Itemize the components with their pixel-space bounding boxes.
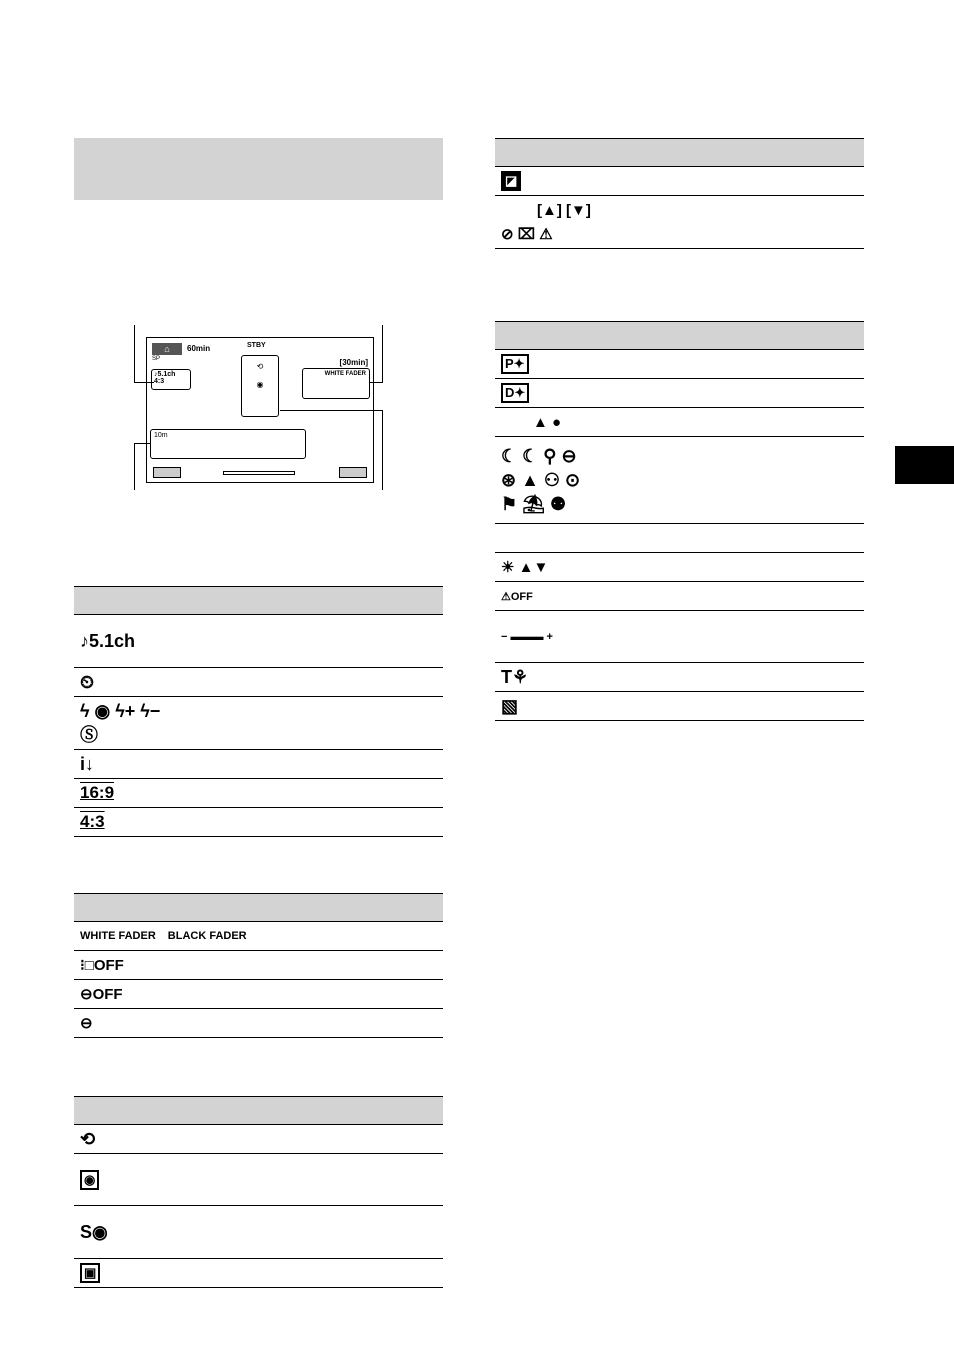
nightshot-icon: ⊖ [80,1015,93,1032]
home-button[interactable]: ⌂ [152,343,182,355]
bottom-indicators [150,429,306,459]
exposure-slider[interactable] [223,471,295,475]
program-ae-d-icon: D✦ [501,383,529,403]
super-spot-icon: S◉ [80,1222,108,1242]
table-row [495,582,864,611]
tele-macro-icon: T⚘ [501,667,529,687]
table-row [74,980,443,1009]
top-left-indicators [151,369,191,390]
center-indicators: ⟲ ◉ [241,355,279,417]
light-off-icon: ⁝□OFF [80,957,124,974]
spot-meter-icon: ◉ [80,1170,99,1190]
nightshot-off-icon: ⊖OFF [80,986,123,1003]
table-row [74,922,443,951]
self-timer-icon: ⏲ [80,672,95,692]
black-fader-icon: BLACK FADER [167,930,247,942]
landscape-portrait-icons: ▲ ● [533,413,562,431]
sound-indicator: ♪5.1ch [154,371,176,378]
battery-indicator: 60min [187,344,211,353]
program-ae-p-icon: P✦ [501,354,529,374]
white-fader-icon: WHITE FADER [80,930,156,942]
table-row [74,808,443,837]
table-row [74,1154,443,1206]
spot-focus-icon: ▣ [80,1263,100,1283]
table-row [74,1125,443,1154]
table-row [495,408,864,437]
table-row [74,1009,443,1038]
sound-5-1ch-icon: ♪5.1ch [80,631,136,651]
flash-icons: ϟ ◉ ϟ+ ϟ− [80,701,161,721]
table-header [495,138,864,167]
lcd-frame [146,337,374,483]
exposure-bar-icon: − ▬▬▬ + [501,630,553,643]
warning-icons: ⊘ ⌧ ⚠ [501,225,553,243]
steadyshot-off-icon: ⚠OFF [501,590,533,603]
lcd-screen-diagram [130,325,390,490]
table-header [74,893,443,922]
table-row [495,663,864,692]
option-button[interactable] [339,467,367,478]
table-row [495,379,864,408]
aspect-indicator: 4:3 [154,378,165,385]
card-icon: ◪ [501,171,521,191]
section-header-box [74,138,443,200]
zebra-icon: ▧ [501,696,519,716]
table-row [495,196,864,249]
timer-indicator: 10m [154,432,168,439]
left-table-2 [74,893,443,1038]
table-header [495,321,864,350]
table-row [74,697,443,750]
table-row [74,615,443,668]
table-row [495,692,864,721]
wide-4-3-icon: 4:3 [80,812,105,831]
scene-icons-row-1: ☾ ☾ ⚲ ⊖ [501,446,577,466]
temperature-warning-icons: [▲] [▼] [537,201,591,219]
quality-indicator: SP [152,356,161,362]
top-right-indicators [302,368,370,399]
repeat-icon: ⟲ [80,1129,96,1149]
side-tab-marker [895,446,954,484]
table-row [74,779,443,808]
white-balance-icons: ☀ ▲▼ [501,559,549,576]
view-images-button[interactable] [153,467,181,478]
table-row [74,1259,443,1288]
table-header [74,586,443,615]
remaining-time: [30min] [339,358,368,367]
left-table-1 [74,586,443,837]
table-row [74,750,443,779]
scene-icons-row-3: ⚑ ⛱ ⚉ [501,494,567,514]
wide-16-9-icon: 16:9 [80,783,115,802]
scene-icons-row-2: ⊛ ▲ ⚇ ⊙ [501,470,581,490]
guide-frame-icon: i↓ [80,754,95,774]
white-fader-indicator: WHITE FADER [324,371,366,377]
table-row [495,553,864,582]
table-row [495,524,864,553]
table-row [495,350,864,379]
table-header [74,1096,443,1125]
stby-indicator: STBY [247,342,266,349]
table-row [74,951,443,980]
table-row [74,1206,443,1259]
left-table-3 [74,1096,443,1288]
flash-off-icon: Ⓢ [80,725,98,745]
table-row [495,167,864,196]
table-row [495,611,864,663]
table-row [74,668,443,697]
table-row [495,437,864,524]
right-table-1 [495,138,864,249]
right-table-2 [495,321,864,721]
